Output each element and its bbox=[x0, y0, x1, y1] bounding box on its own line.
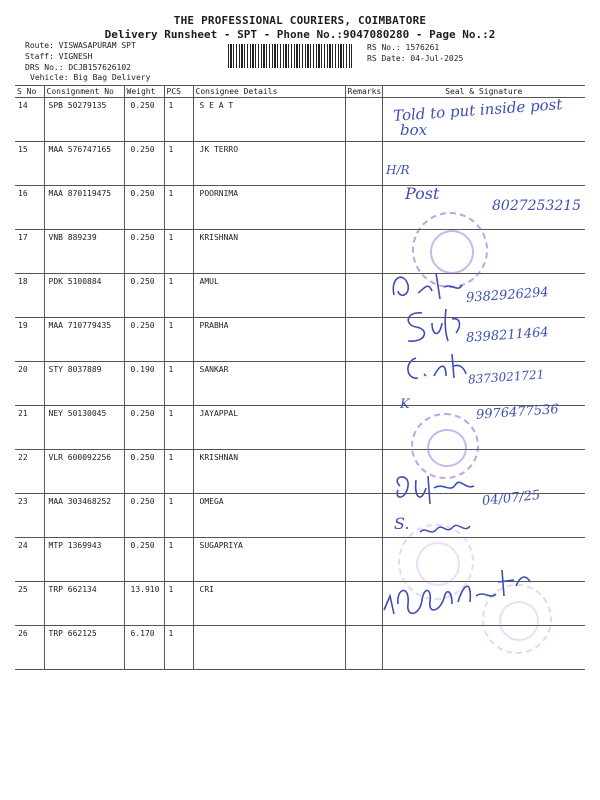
cell-remarks bbox=[345, 230, 382, 274]
col-header-sno: S No bbox=[15, 86, 44, 98]
handwritten-phone-2: 9382926294 bbox=[465, 285, 550, 306]
cell-consignee: SUGAPRIYA bbox=[193, 538, 345, 582]
col-header-consignment: Consignment No bbox=[44, 86, 124, 98]
cell-sno: 14 bbox=[15, 98, 44, 142]
signature-scribble-19 bbox=[400, 305, 470, 347]
cell-pcs: 1 bbox=[164, 626, 193, 670]
cell-consignee: AMUL bbox=[193, 274, 345, 318]
rs-number: RS No.: 1576261 bbox=[367, 43, 440, 52]
cell-remarks bbox=[345, 626, 382, 670]
cell-remarks bbox=[345, 450, 382, 494]
cell-sno: 26 bbox=[15, 626, 44, 670]
cell-sno: 17 bbox=[15, 230, 44, 274]
cell-consignment-no: MAA 576747165 bbox=[44, 142, 124, 186]
table-row bbox=[15, 230, 585, 274]
cell-pcs: 1 bbox=[164, 582, 193, 626]
rs-date: RS Date: 04-Jul-2025 bbox=[367, 54, 464, 63]
cell-consignment-no: VNB 889239 bbox=[44, 230, 124, 274]
cell-weight: 0.250 bbox=[124, 406, 164, 450]
signature-scribble-25-26 bbox=[380, 560, 550, 620]
cell-consignee: CRI bbox=[193, 582, 345, 626]
cell-pcs: 1 bbox=[164, 274, 193, 318]
cell-consignee: SANKAR bbox=[193, 362, 345, 406]
cell-weight: 0.250 bbox=[124, 230, 164, 274]
cell-sno: 21 bbox=[15, 406, 44, 450]
cell-weight: 0.190 bbox=[124, 362, 164, 406]
cell-pcs: 1 bbox=[164, 450, 193, 494]
cell-consignment-no: NEY 50130045 bbox=[44, 406, 124, 450]
cell-pcs: 1 bbox=[164, 406, 193, 450]
cell-weight: 0.250 bbox=[124, 318, 164, 362]
cell-consignee: JK TERRO bbox=[193, 142, 345, 186]
handwritten-note-line2: box bbox=[400, 121, 428, 139]
cell-consignee: S E A T bbox=[193, 98, 345, 142]
col-header-remarks: Remarks bbox=[345, 86, 382, 98]
cell-sno: 15 bbox=[15, 142, 44, 186]
cell-seal-signature bbox=[382, 142, 585, 186]
col-header-weight: Weight bbox=[124, 86, 164, 98]
cell-consignment-no: MAA 710779435 bbox=[44, 318, 124, 362]
cell-weight: 0.250 bbox=[124, 186, 164, 230]
cell-remarks bbox=[345, 186, 382, 230]
cell-pcs: 1 bbox=[164, 230, 193, 274]
handwritten-post: Post bbox=[405, 184, 440, 203]
staff-info: Staff: VIGNESH bbox=[25, 52, 93, 61]
cell-weight: 0.250 bbox=[124, 538, 164, 582]
table-header-row bbox=[15, 86, 585, 98]
company-name: THE PROFESSIONAL COURIERS, COIMBATORE bbox=[173, 14, 427, 27]
cell-pcs: 1 bbox=[164, 494, 193, 538]
signature-scribble-23 bbox=[390, 470, 485, 510]
cell-sno: 19 bbox=[15, 318, 44, 362]
cell-consignee: POORNIMA bbox=[193, 186, 345, 230]
cell-pcs: 1 bbox=[164, 538, 193, 582]
cell-weight: 13.910 bbox=[124, 582, 164, 626]
handwritten-phone-3: 8398211464 bbox=[465, 325, 550, 346]
cell-remarks bbox=[345, 98, 382, 142]
cell-remarks bbox=[345, 142, 382, 186]
cell-consignment-no: MTP 1369943 bbox=[44, 538, 124, 582]
cell-consignment-no: MAA 870119475 bbox=[44, 186, 124, 230]
cell-consignee: JAYAPPAL bbox=[193, 406, 345, 450]
cell-remarks bbox=[345, 494, 382, 538]
cell-pcs: 1 bbox=[164, 318, 193, 362]
barcode bbox=[228, 44, 352, 68]
cell-pcs: 1 bbox=[164, 362, 193, 406]
cell-remarks bbox=[345, 406, 382, 450]
cell-pcs: 1 bbox=[164, 142, 193, 186]
cell-pcs: 1 bbox=[164, 98, 193, 142]
cell-remarks bbox=[345, 362, 382, 406]
cell-remarks bbox=[345, 582, 382, 626]
drs-label: DRS No.: bbox=[25, 63, 64, 72]
cell-consignment-no: STY 8037889 bbox=[44, 362, 124, 406]
table-row bbox=[15, 142, 585, 186]
handwritten-sig-k: K bbox=[400, 397, 410, 412]
signature-scribble-24 bbox=[416, 512, 476, 540]
runsheet-title: Delivery Runsheet - SPT - Phone No.:9047080280 - Page No.:2 bbox=[104, 28, 496, 41]
handwritten-note-line1: Told to put inside post bbox=[392, 95, 563, 125]
cell-consignment-no: SPB 50279135 bbox=[44, 98, 124, 142]
cell-sno: 25 bbox=[15, 582, 44, 626]
handwritten-phone-4: 8373021721 bbox=[467, 367, 545, 387]
col-header-consignee: Consignee Details bbox=[193, 86, 345, 98]
cell-consignment-no: TRP 662134 bbox=[44, 582, 124, 626]
cell-consignee: KRISHNAN bbox=[193, 230, 345, 274]
col-header-pcs: PCS bbox=[164, 86, 193, 98]
cell-seal-signature bbox=[382, 626, 585, 670]
route-info: Route: VISWASAPURAM SPT bbox=[25, 41, 136, 50]
handwritten-phone-1: 8027253215 bbox=[492, 198, 582, 214]
cell-remarks bbox=[345, 538, 382, 582]
cell-weight: 6.170 bbox=[124, 626, 164, 670]
cell-weight: 0.250 bbox=[124, 142, 164, 186]
handwritten-s-initial: S. bbox=[394, 514, 410, 533]
cell-consignment-no: PDK 5100884 bbox=[44, 274, 124, 318]
cell-consignee: OMEGA bbox=[193, 494, 345, 538]
cell-weight: 0.250 bbox=[124, 274, 164, 318]
signature-scribble-18 bbox=[388, 265, 468, 305]
vehicle-info: Vehicle: Big Bag Delivery bbox=[30, 73, 151, 82]
cell-pcs: 1 bbox=[164, 186, 193, 230]
cell-sno: 23 bbox=[15, 494, 44, 538]
cell-weight: 0.250 bbox=[124, 450, 164, 494]
cell-consignee bbox=[193, 626, 345, 670]
handwritten-date: 04/07/25 bbox=[481, 487, 542, 510]
cell-sno: 22 bbox=[15, 450, 44, 494]
table-row bbox=[15, 450, 585, 494]
handwritten-phone-5: 9976477536 bbox=[475, 402, 560, 423]
cell-weight: 0.250 bbox=[124, 98, 164, 142]
cell-consignment-no: TRP 662125 bbox=[44, 626, 124, 670]
cell-weight: 0.250 bbox=[124, 494, 164, 538]
cell-remarks bbox=[345, 318, 382, 362]
drs-value: DCJB157626102 bbox=[68, 63, 131, 72]
cell-sno: 16 bbox=[15, 186, 44, 230]
cell-consignee: KRISHNAN bbox=[193, 450, 345, 494]
col-header-seal-signature: Seal & Signature bbox=[382, 86, 585, 98]
cell-sno: 24 bbox=[15, 538, 44, 582]
signature-scribble-20 bbox=[402, 350, 472, 384]
cell-consignment-no: VLR 600092256 bbox=[44, 450, 124, 494]
handwritten-hr-mark: H/R bbox=[386, 163, 410, 177]
cell-sno: 18 bbox=[15, 274, 44, 318]
cell-consignment-no: MAA 303468252 bbox=[44, 494, 124, 538]
cell-sno: 20 bbox=[15, 362, 44, 406]
cell-remarks bbox=[345, 274, 382, 318]
cell-consignee: PRABHA bbox=[193, 318, 345, 362]
